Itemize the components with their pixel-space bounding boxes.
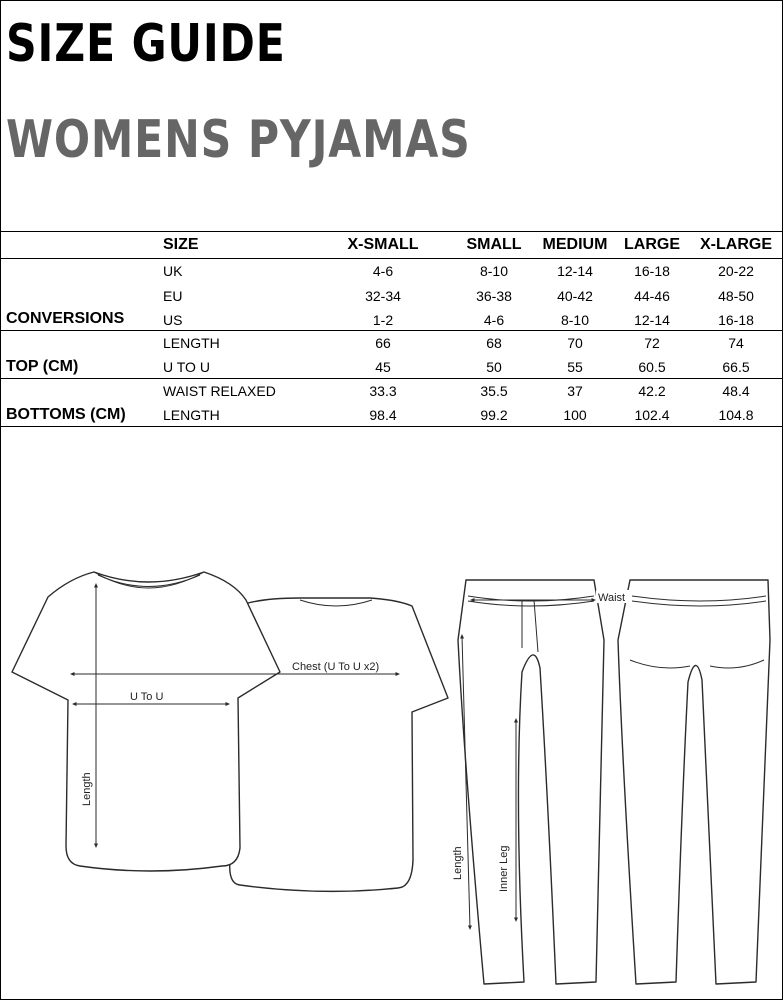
row-label: WAIST RELAXED: [163, 383, 276, 399]
table-cell: 104.8: [718, 407, 754, 423]
page-title: SIZE GUIDE: [6, 14, 286, 74]
table-cell: 72: [644, 335, 660, 351]
table-cell: 12-14: [557, 263, 593, 279]
conversions-rule: [0, 330, 783, 331]
table-cell: 102.4: [634, 407, 670, 423]
row-label: LENGTH: [163, 335, 220, 351]
table-cell: 66.5: [722, 359, 750, 375]
page-subtitle: WOMENS PYJAMAS: [6, 110, 471, 170]
size-header-xsmall: X-SMALL: [347, 236, 419, 253]
table-cell: 100: [563, 407, 587, 423]
table-cell: 4-6: [483, 312, 505, 328]
size-header-small: SMALL: [466, 236, 522, 253]
top-section-rule: [0, 378, 783, 379]
row-label: U TO U: [163, 359, 210, 375]
table-cell: 1-2: [372, 312, 394, 328]
table-cell: 16-18: [634, 263, 670, 279]
table-top-rule: [0, 231, 783, 232]
size-column-header: SIZE: [163, 236, 199, 253]
table-cell: 55: [567, 359, 583, 375]
table-cell: 60.5: [638, 359, 666, 375]
table-cell: 32-34: [365, 288, 401, 304]
size-header-xlarge: X-LARGE: [700, 236, 772, 253]
pants-length-label: Length: [452, 846, 464, 880]
table-cell: 8-10: [479, 263, 509, 279]
table-cell: 40-42: [557, 288, 593, 304]
table-cell: 44-46: [634, 288, 670, 304]
row-label: EU: [163, 288, 183, 304]
table-cell: 48-50: [718, 288, 754, 304]
table-cell: 50: [486, 359, 502, 375]
row-label: LENGTH: [163, 407, 220, 423]
table-cell: 33.3: [369, 383, 397, 399]
garment-diagram: [0, 428, 783, 998]
table-cell: 36-38: [476, 288, 512, 304]
pants-front-sketch: [458, 580, 604, 984]
table-cell: 16-18: [718, 312, 754, 328]
table-cell: 4-6: [372, 263, 394, 279]
table-cell: 98.4: [369, 407, 397, 423]
inner-leg-label: Inner Leg: [498, 845, 510, 892]
table-cell: 8-10: [560, 312, 590, 328]
section-bottoms: BOTTOMS (CM): [6, 406, 126, 423]
table-cell: 68: [486, 335, 502, 351]
table-cell: 45: [375, 359, 391, 375]
top-length-label: Length: [81, 772, 93, 806]
u-to-u-label: U To U: [130, 691, 164, 703]
section-top: TOP (CM): [6, 358, 79, 375]
row-label: US: [163, 312, 183, 328]
waist-label: Waist: [598, 592, 626, 604]
pants-back-sketch: [618, 580, 770, 984]
table-header-rule: [0, 258, 783, 259]
table-cell: 42.2: [638, 383, 666, 399]
table-cell: 20-22: [718, 263, 754, 279]
size-header-large: LARGE: [624, 236, 680, 253]
row-label: UK: [163, 263, 183, 279]
table-cell: 70: [567, 335, 583, 351]
table-cell: 12-14: [634, 312, 670, 328]
size-header-medium: MEDIUM: [542, 236, 608, 253]
table-cell: 37: [567, 383, 583, 399]
table-cell: 74: [728, 335, 744, 351]
table-bottom-rule: [0, 426, 783, 427]
chest-label: Chest (U To U x2): [292, 661, 380, 673]
table-cell: 99.2: [480, 407, 508, 423]
table-cell: 66: [375, 335, 391, 351]
section-conversions: CONVERSIONS: [6, 310, 125, 327]
table-cell: 48.4: [722, 383, 750, 399]
table-cell: 35.5: [480, 383, 508, 399]
